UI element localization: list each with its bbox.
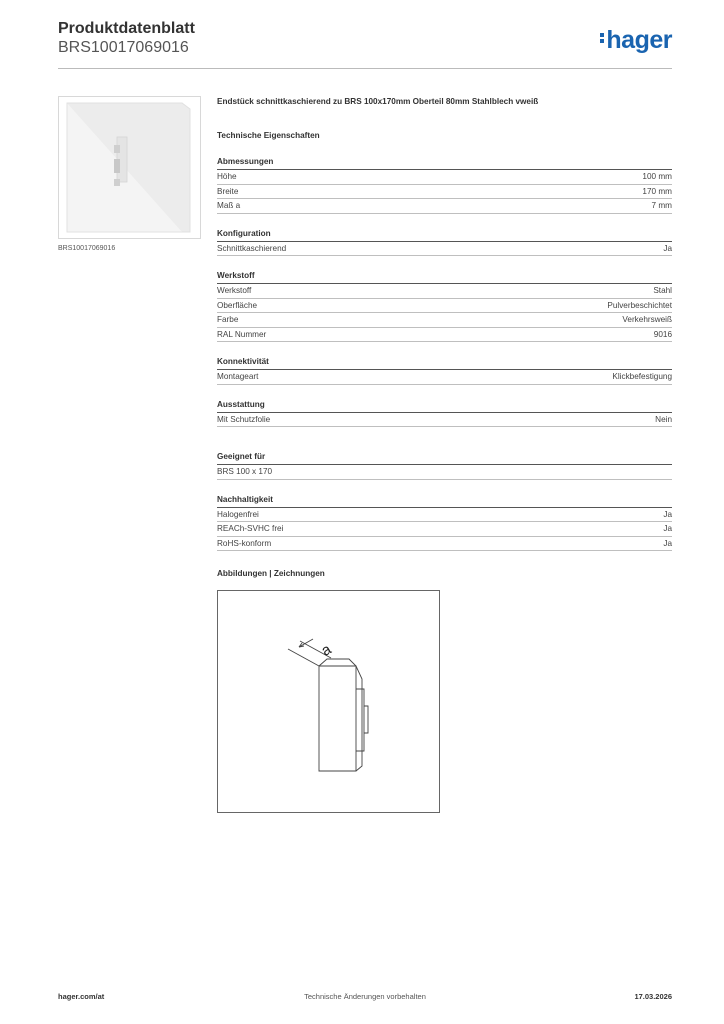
footer-website-link[interactable]: hager.com/at [58,992,105,1001]
thumbnail-caption: BRS10017069016 [58,245,116,252]
section-heading: Geeignet für [217,451,672,465]
table-row [217,328,672,343]
footer-date: 17.03.2026 [634,992,672,1001]
header-divider [58,68,672,69]
table-row [217,170,672,185]
product-description: Endstück schnittkaschierend zu BRS 100x170mm Oberteil 80mm Stahlblech vweiß [217,97,539,106]
table-row [217,413,672,428]
section-geeignet-fuer [217,451,672,480]
property-name: Breite [217,186,239,196]
property-value: 7 mm [651,201,672,210]
property-name: Werkstoff [217,286,252,295]
property-name: Halogenfrei [217,509,259,519]
table-row [217,242,672,257]
property-name: Farbe [217,315,239,324]
product-photo-icon [59,97,200,238]
page-title: Produktdatenblatt [58,20,195,37]
property-name: RAL Nummer [217,329,267,339]
property-value: 170 mm [642,186,672,196]
property-name: REACh-SVHC frei [217,524,284,533]
section-abmessungen [217,156,672,214]
dimension-label: a [318,640,335,660]
property-value: Ja [663,538,672,548]
property-value: Stahl [653,286,672,295]
property-name: Maß a [217,201,241,210]
section-konnektivitaet [217,356,672,385]
property-value: 100 mm [642,172,672,181]
property-name: RoHS-konform [217,538,272,548]
table-row [217,284,672,299]
section-heading: Werkstoff [217,270,672,284]
property-value: Ja [663,524,672,533]
property-value: 9016 [653,329,672,339]
table-row [217,185,672,200]
table-row [217,299,672,314]
section-ausstattung [217,399,672,428]
footer-notice: Technische Änderungen vorbehalten [304,992,426,1001]
section-heading: Konfiguration [217,228,672,242]
footer [58,992,672,1006]
property-name: BRS 100 x 170 [217,467,273,476]
table-row [217,313,672,328]
table-row [217,537,672,552]
product-details [217,95,672,813]
property-name: Schnittkaschierend [217,243,287,253]
section-werkstoff [217,270,672,342]
end-cap-drawing-icon [218,591,439,812]
property-name: Montageart [217,372,259,381]
logo-text: hager [606,26,672,54]
table-row [217,199,672,214]
product-thumbnail [58,96,201,239]
property-value: Klickbefestigung [612,372,672,381]
section-heading: Abmessungen [217,156,672,170]
technical-drawing [217,590,440,813]
property-name: Oberfläche [217,300,258,310]
property-value: Ja [663,509,672,519]
images-title: Abbildungen | Zeichnungen [217,569,325,578]
section-heading: Nachhaltigkeit [217,494,672,508]
hager-logo[interactable] [600,26,672,55]
technical-properties-title: Technische Eigenschaften [217,131,320,140]
section-heading: Konnektivität [217,356,672,370]
table-row [217,370,672,385]
property-value: Ja [663,243,672,253]
product-code: BRS10017069016 [58,39,189,56]
property-value: Verkehrsweiß [622,315,672,324]
logo-dots-icon [600,31,604,45]
section-heading: Ausstattung [217,399,672,413]
section-konfiguration [217,228,672,257]
table-row [217,522,672,537]
section-nachhaltigkeit [217,494,672,552]
property-value: Nein [655,414,672,424]
property-value: Pulverbeschichtet [607,300,672,310]
table-row [217,465,672,480]
property-name: Höhe [217,172,237,181]
property-name: Mit Schutzfolie [217,414,271,424]
table-row [217,508,672,523]
